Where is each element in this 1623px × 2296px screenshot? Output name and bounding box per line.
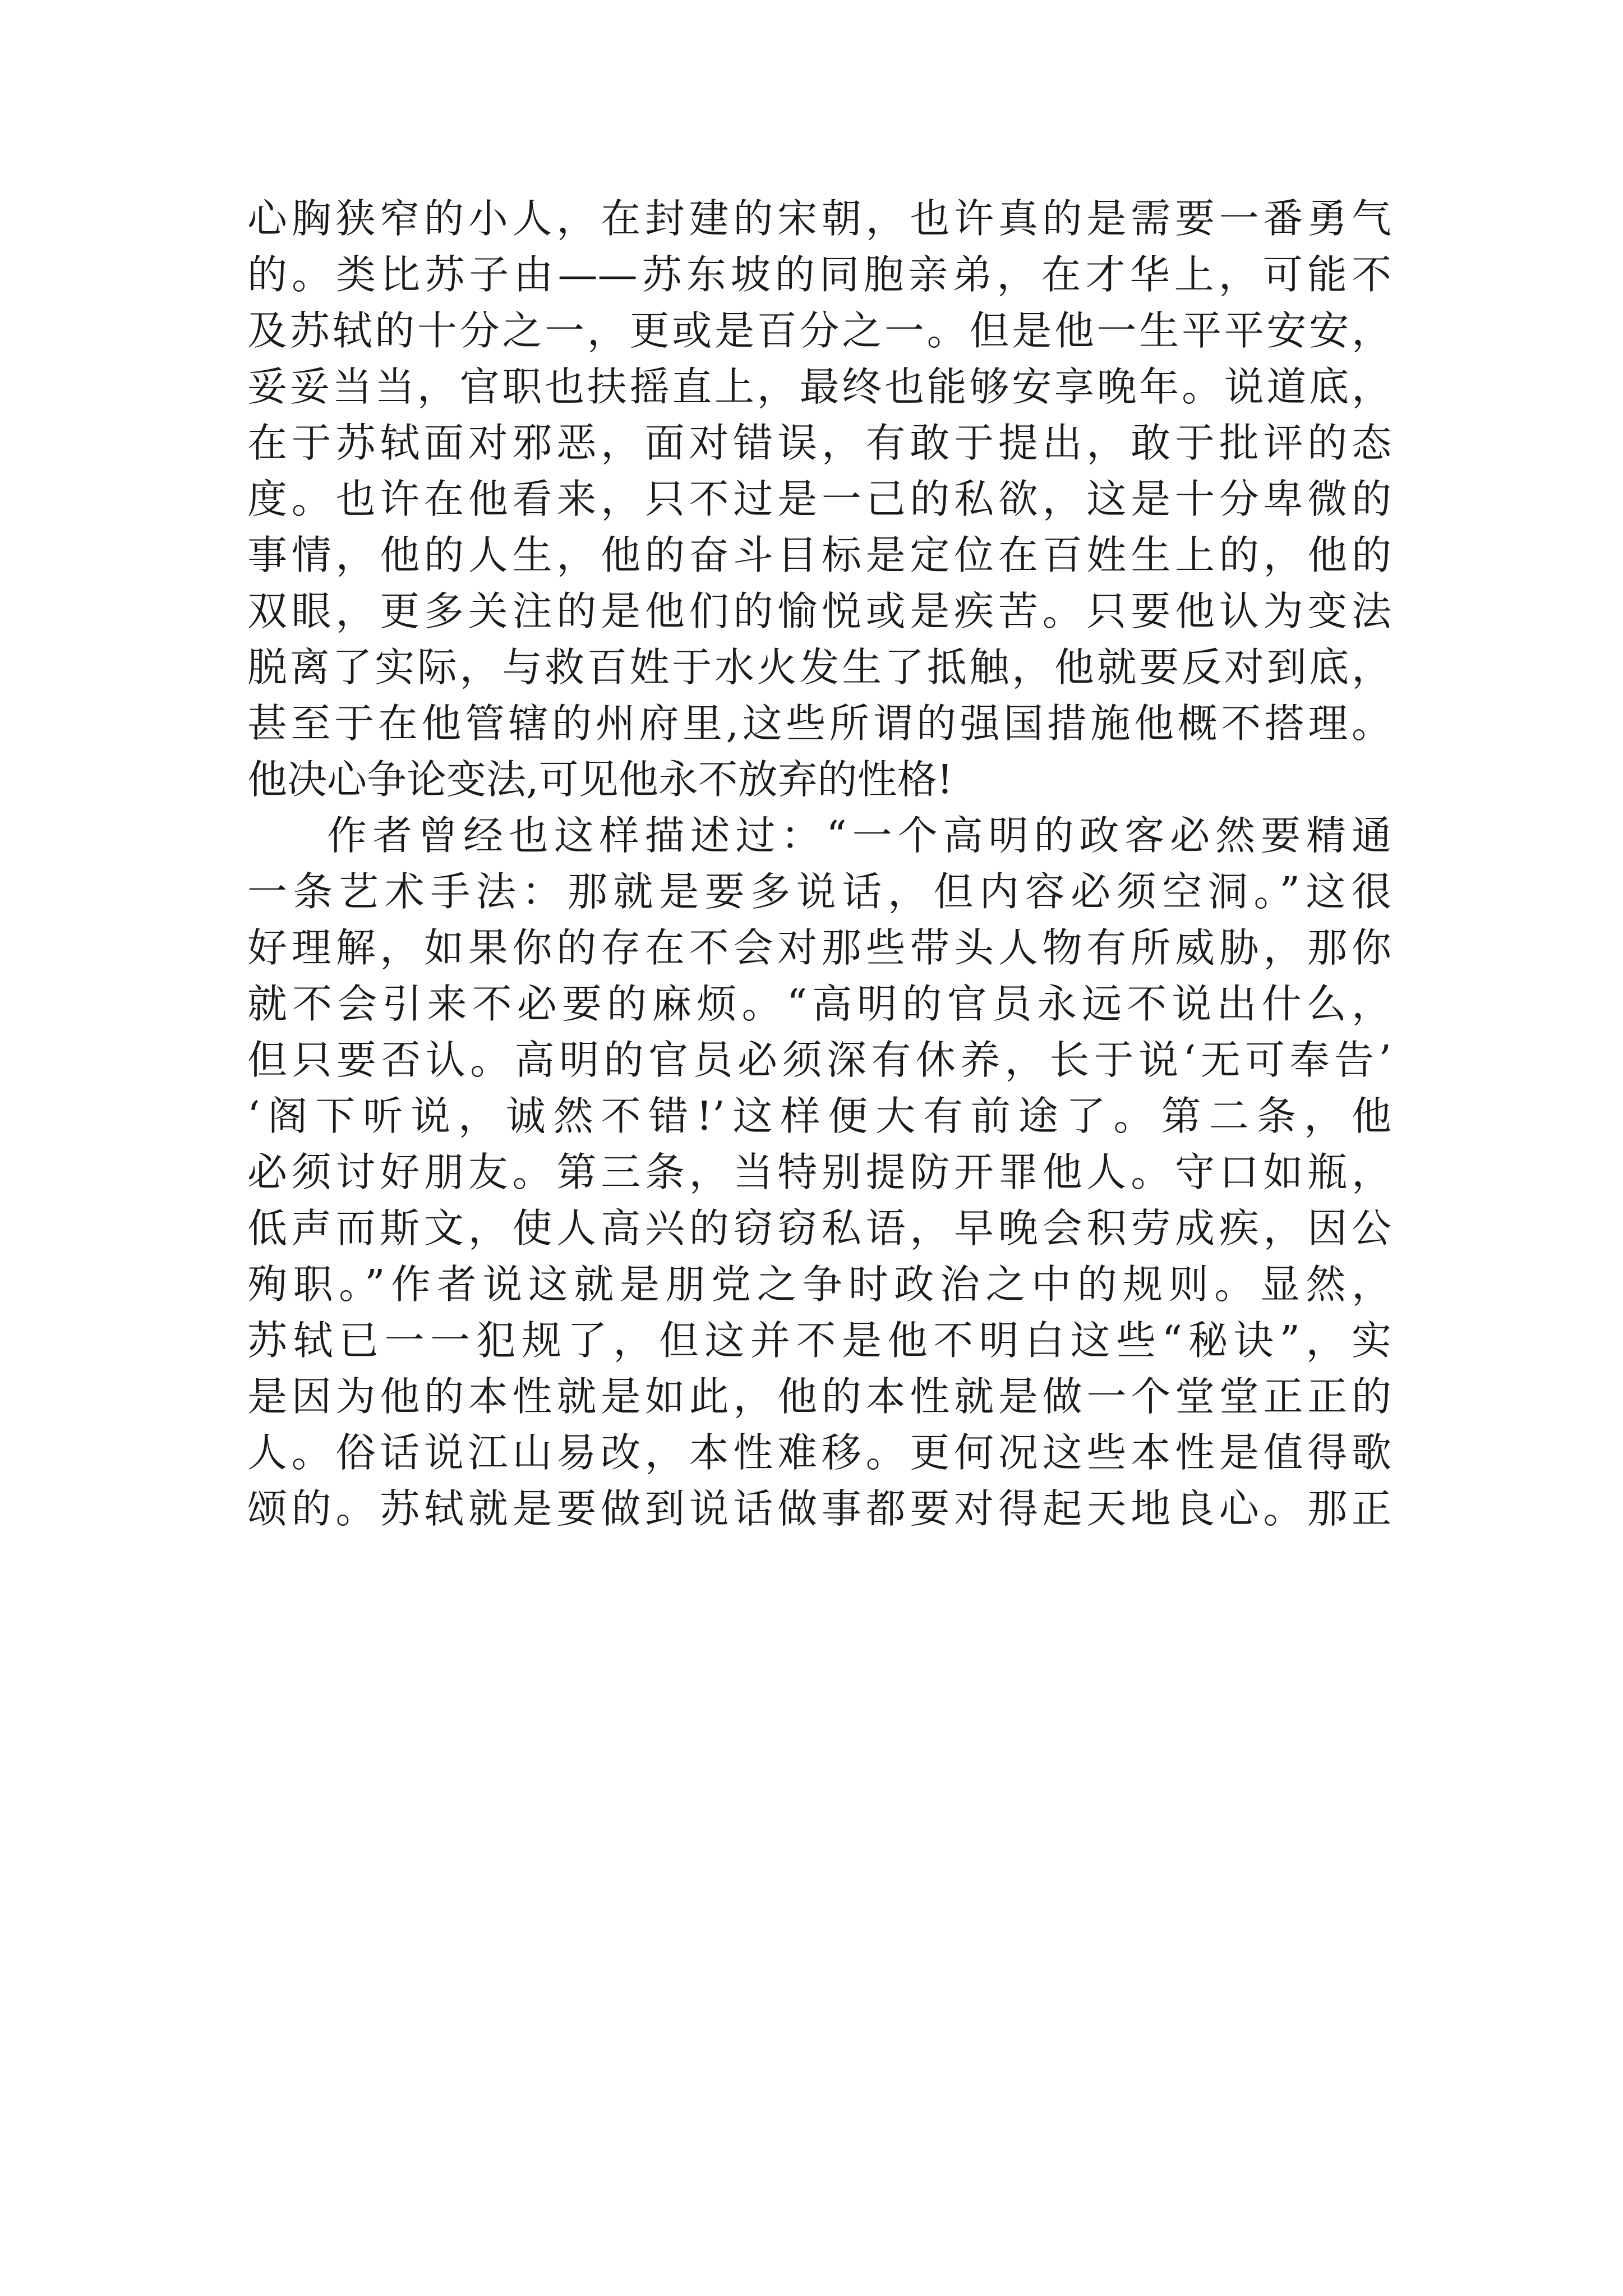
text-line: 事情，他的人生，他的奋斗目标是定位在百姓生上的，他的: [247, 532, 1391, 578]
text-line: 但只要否认。高明的官员必须深有休养，长于说‘无可奉告’: [247, 1037, 1391, 1083]
text-line: 是因为他的本性就是如此，他的本性就是做一个堂堂正正的: [247, 1373, 1391, 1420]
text-line: 在于苏轼面对邪恶，面对错误，有敢于提出，敢于批评的态: [247, 420, 1391, 466]
text-line: 好理解，如果你的存在不会对那些带头人物有所威胁，那你: [247, 924, 1391, 971]
text-line: 颂的。苏轼就是要做到说话做事都要对得起天地良心。那正: [247, 1485, 1391, 1532]
text-line: 苏轼已一一犯规了，但这并不是他不明白这些“秘诀”，实: [247, 1317, 1391, 1364]
paragraph-end-line: 他决心争论变法,可见他永不放弃的性格!: [247, 756, 953, 803]
text-line: 甚至于在他管辖的州府里,这些所谓的强国措施他概不搭理。: [247, 700, 1391, 747]
text-line: ‘阁下听说，诚然不错!’这样便大有前途了。第二条，他: [247, 1093, 1391, 1139]
text-line: 度。也许在他看来，只不过是一己的私欲，这是十分卑微的: [247, 476, 1391, 522]
text-line: 双眼，更多关注的是他们的愉悦或是疾苦。只要他认为变法: [247, 588, 1391, 634]
text-line: 殉职。”作者说这就是朋党之争时政治之中的规则。显然，: [247, 1261, 1391, 1308]
text-line: 必须讨好朋友。第三条，当特别提防开罪他人。守口如瓶，: [247, 1149, 1391, 1195]
text-line: 就不会引来不必要的麻烦。“高明的官员永远不说出什么，: [247, 981, 1391, 1027]
text-line: 低声而斯文，使人高兴的窃窃私语，早晚会积劳成疾，因公: [247, 1205, 1391, 1251]
paragraph-first-line: 作者曾经也这样描述过：“一个高明的政客必然要精通: [327, 812, 1391, 859]
text-line: 心胸狭窄的小人，在封建的宋朝，也许真的是需要一番勇气: [247, 195, 1391, 242]
text-line: 妥妥当当，官职也扶摇直上，最终也能够安享晚年。说道底，: [247, 364, 1391, 410]
text-line: 及苏轼的十分之一，更或是百分之一。但是他一生平平安安，: [247, 307, 1391, 354]
text-line: 脱离了实际，与救百姓于水火发生了抵触，他就要反对到底，: [247, 644, 1391, 691]
body-text: [247, 191, 1391, 1537]
text-line: 一条艺术手法：那就是要多说话，但内容必须空洞。”这很: [247, 868, 1391, 915]
text-line: 人。俗话说江山易改，本性难移。更何况这些本性是值得歌: [247, 1429, 1391, 1476]
text-line: 的。类比苏子由——苏东坡的同胞亲弟，在才华上，可能不: [247, 251, 1391, 298]
